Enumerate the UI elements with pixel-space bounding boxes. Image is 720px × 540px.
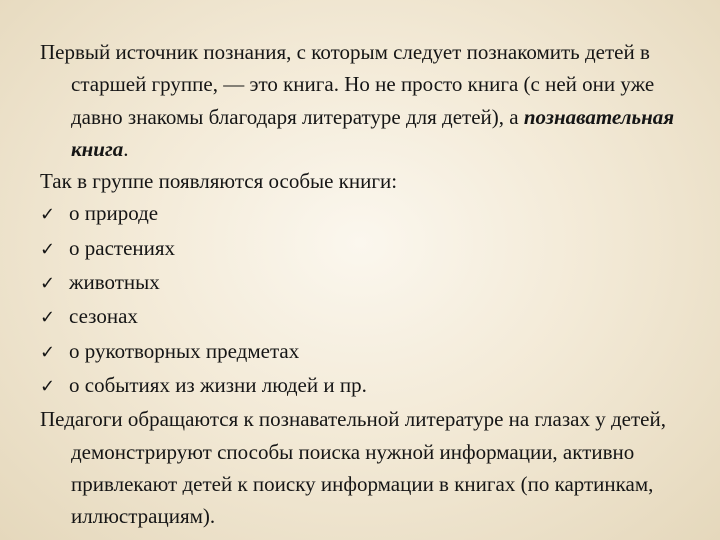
check-icon: ✓ bbox=[40, 238, 56, 260]
list-item bbox=[40, 335, 704, 369]
list-intro-text: Так в группе появляются особые книги: bbox=[40, 169, 398, 194]
closing-paragraph bbox=[40, 403, 704, 532]
book-topics-list bbox=[40, 197, 704, 403]
emphasized-term: познавательная книга bbox=[71, 104, 675, 161]
list-item bbox=[40, 232, 704, 266]
list-item bbox=[40, 266, 704, 300]
list-item-text: о событиях из жизни людей и пр. bbox=[69, 372, 367, 397]
check-icon: ✓ bbox=[40, 375, 56, 397]
check-icon: ✓ bbox=[40, 341, 56, 363]
intro-paragraph bbox=[40, 36, 704, 165]
list-item-text: сезонах bbox=[69, 304, 138, 329]
closing-text: Педагоги обращаются к познавательной литературе на глазах у детей, демонстрируют способы поиска нужной информации, активно привлекают детей к поиску информации в книгах (по картинкам, иллюстрациям). bbox=[40, 407, 666, 529]
slide-content bbox=[40, 36, 704, 532]
list-item bbox=[40, 369, 704, 403]
list-intro-paragraph bbox=[40, 165, 704, 197]
list-item-text: животных bbox=[69, 270, 160, 295]
list-item bbox=[40, 300, 704, 334]
list-item-text: о растениях bbox=[69, 235, 176, 260]
intro-text: Первый источник познания, с которым следует познакомить детей в старшей группе, — это книга. Но не просто книга (с ней они уже давно знакомы благодаря литературе для детей), а bbox=[40, 40, 655, 129]
list-item bbox=[40, 197, 704, 231]
check-icon: ✓ bbox=[40, 204, 56, 226]
intro-period: . bbox=[123, 136, 129, 161]
list-item-text: о рукотворных предметах bbox=[69, 338, 300, 363]
check-icon: ✓ bbox=[40, 273, 56, 295]
list-item-text: о природе bbox=[69, 201, 159, 226]
check-icon: ✓ bbox=[40, 307, 56, 329]
